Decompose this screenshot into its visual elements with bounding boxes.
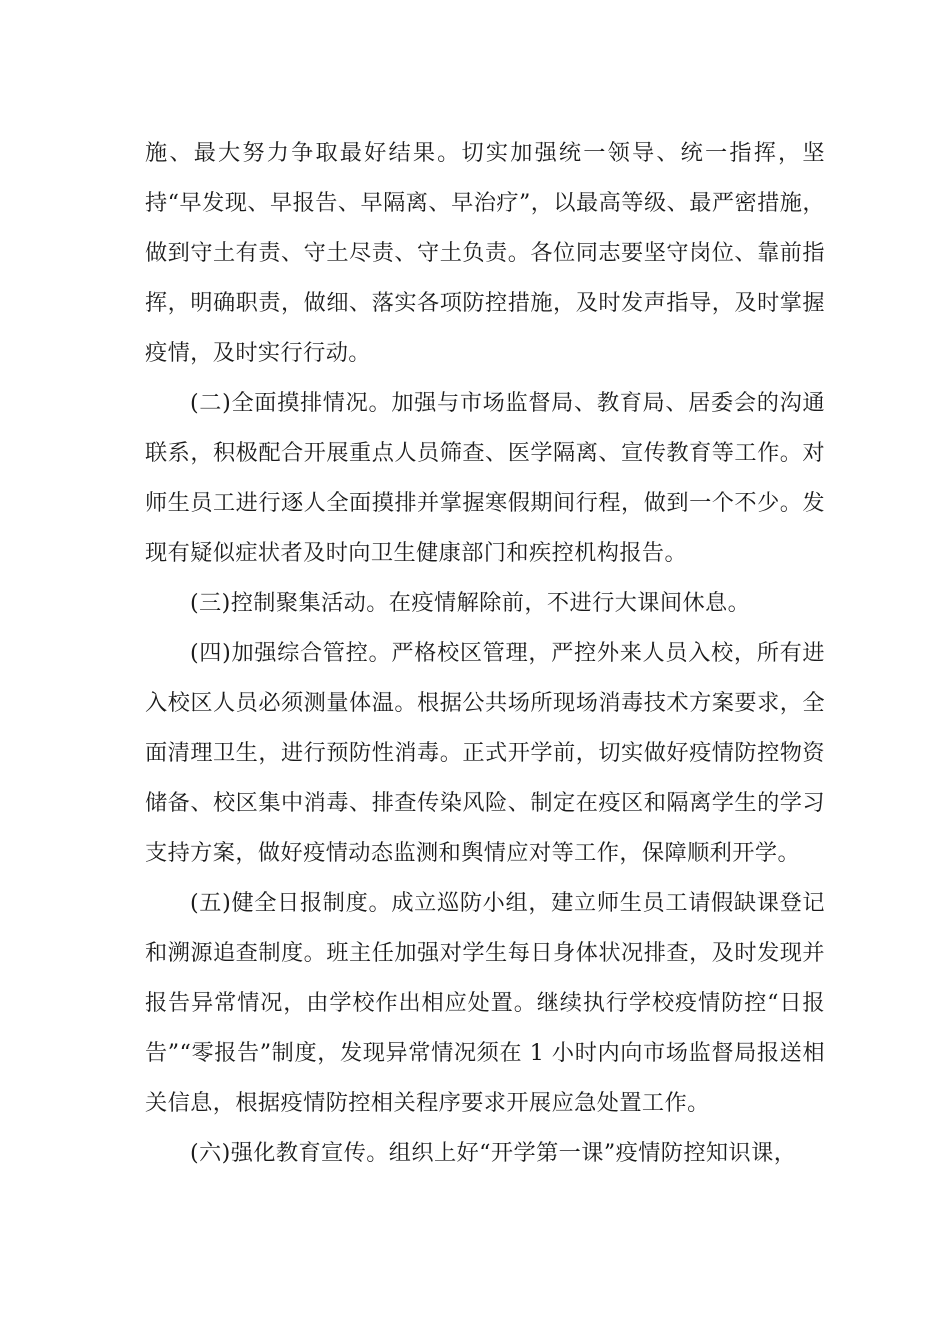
document-body [145,128,825,1178]
paragraph-section-5: (五)健全日报制度。成立巡防小组，建立师生员工请假缺课登记和溯源追查制度。班主任加强对学生每日身体状况排查，及时发现并报告异常情况，由学校作出相应处置。继续执行学校疫情防控“日报告”“零报告”制度，发现异常情况须在 1 小时内向市场监督局报送相关信息，根据疫情防控相关程序要求开展应急处置工作。 [145,890,825,1116]
paragraph-section-3: (三)控制聚集活动。在疫情解除前，不进行大课间休息。 [190,590,751,616]
paragraph-section-2: (二)全面摸排情况。加强与市场监督局、教育局、居委会的沟通联系，积极配合开展重点人员筛查、医学隔离、宣传教育等工作。对师生员工进行逐人全面摸排并掌握寒假期间行程，做到一个不少。发现有疑似症状者及时向卫生健康部门和疾控机构报告。 [145,390,825,566]
paragraph-section-6: (六)强化教育宣传。组织上好“开学第一课”疫情防控知识课， [190,1140,797,1166]
paragraph-section-4: (四)加强综合管控。严格校区管理，严控外来人员入校，所有进入校区人员必须测量体温。根据公共场所现场消毒技术方案要求，全面清理卫生，进行预防性消毒。正式开学前，切实做好疫情防控物资储备、校区集中消毒、排查传染风险、制定在疫区和隔离学生的学习支持方案，做好疫情动态监测和舆情应对等工作，保障顺利开学。 [145,640,825,866]
paragraph-continuation: 施、最大努力争取最好结果。切实加强统一领导、统一指挥，坚持“早发现、早报告、早隔离、早治疗”，以最高等级、最严密措施，做到守土有责、守土尽责、守土负责。各位同志要坚守岗位、靠前指挥，明确职责，做细、落实各项防控措施，及时发声指导，及时掌握疫情，及时实行行动。 [145,140,825,366]
